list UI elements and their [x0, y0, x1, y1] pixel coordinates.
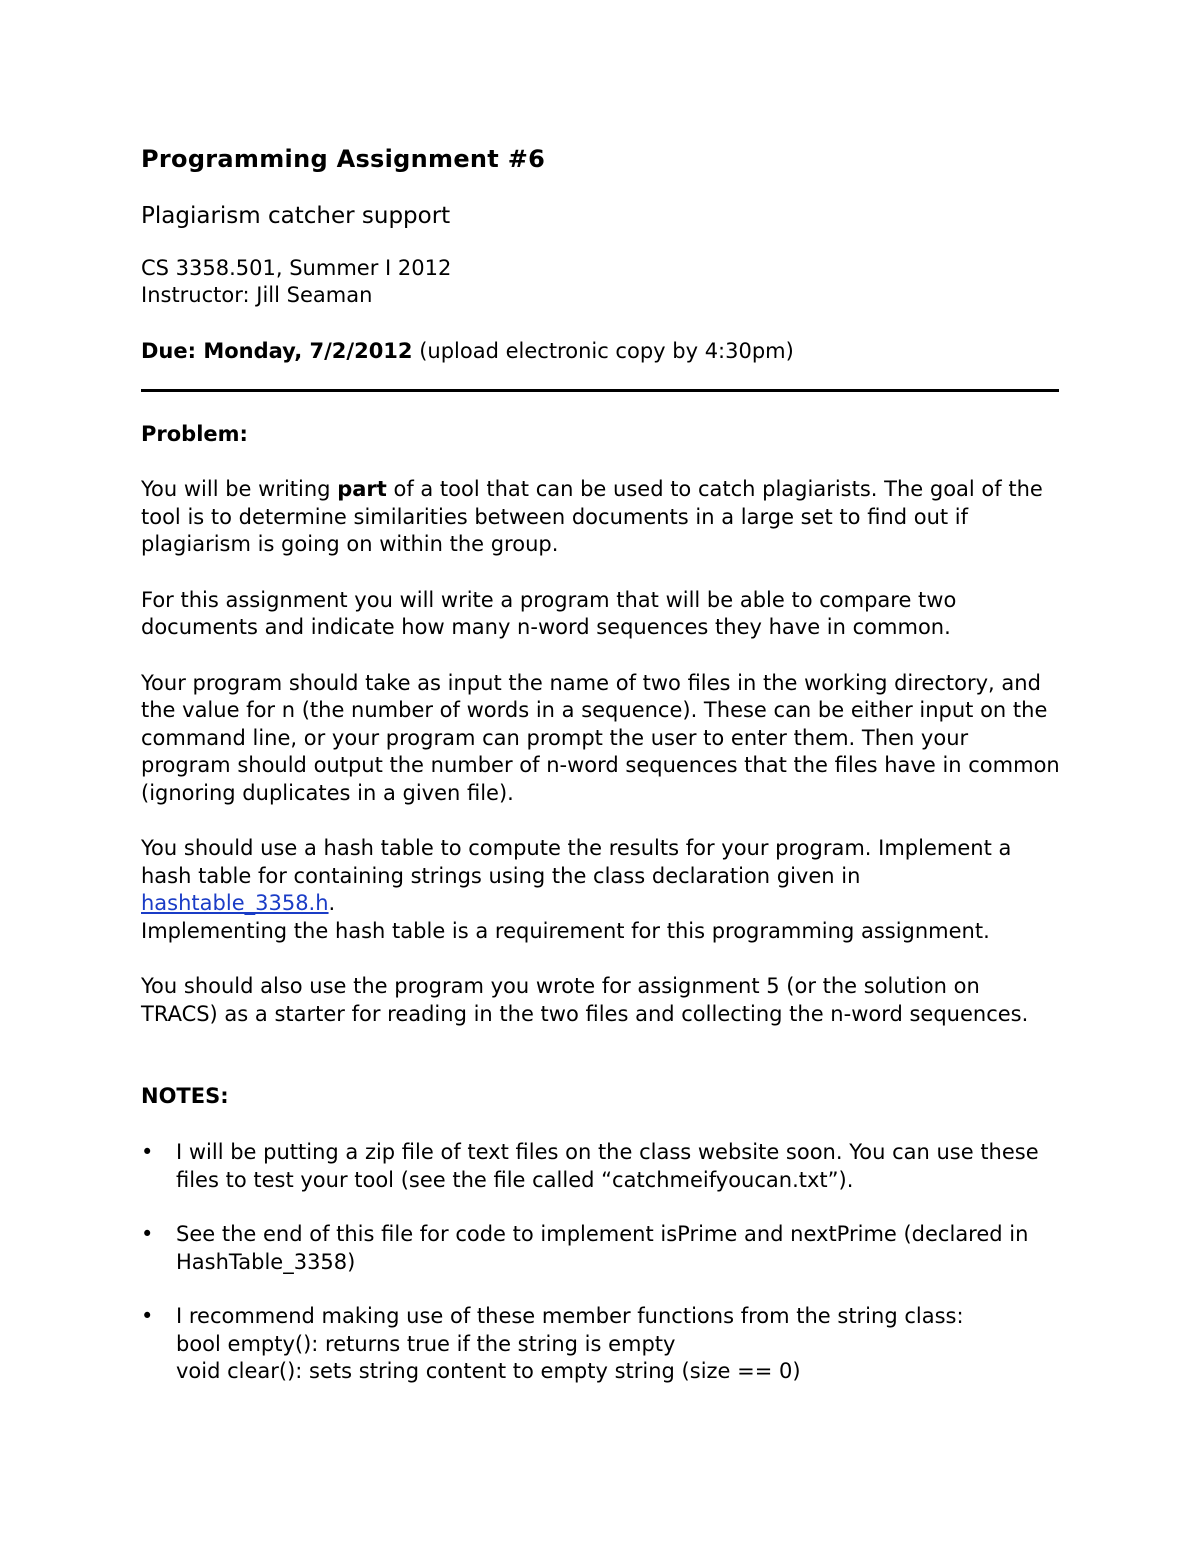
course-info — [141, 255, 1060, 309]
assignment-title: Programming Assignment #6 — [141, 145, 546, 173]
hashtable-header-link[interactable]: hashtable_3358.h — [141, 891, 329, 915]
note-text: I will be putting a zip file of text files on the class website soon. You can use these files to test your tool (see the file called “catchmeifyoucan.txt”). — [176, 1140, 1039, 1192]
due-date-note: (upload electronic copy by 4:30pm) — [412, 339, 794, 363]
bullet-icon: • — [141, 1222, 154, 1246]
bullet-icon: • — [141, 1140, 154, 1164]
list-item — [141, 1303, 1060, 1386]
bullet-icon: • — [141, 1304, 154, 1328]
note-text: See the end of this file for code to implement isPrime and nextPrime (declared in HashTable_3358) — [176, 1222, 1029, 1274]
paragraph-intro-bold: part — [337, 477, 387, 501]
paragraph-assignment: For this assignment you will write a program that will be able to compare two documents and indicate how many n-word sequences they have in common. — [141, 587, 957, 639]
notes-list — [141, 1139, 1060, 1386]
paragraph-input: Your program should take as input the name of two files in the working directory, and the value for n (the number of words in a sequence). These can be either input on the command line, or your program can prompt the user to enter them. Then your program should output the number of n-word sequences that the files have in common (ignoring duplicates in a given file). — [141, 670, 1060, 805]
paragraph-intro-end: of a tool that can be used to catch plagiarists. The goal of the tool is to determine similarities between documents in a large set to find out if plagiarism is going on within the group. — [141, 477, 1043, 556]
paragraph-intro — [141, 476, 1060, 559]
paragraph-hashtable — [141, 835, 1060, 945]
horizontal-rule — [141, 389, 1059, 392]
list-item — [141, 1221, 1060, 1276]
notes-heading: NOTES: — [141, 1084, 229, 1108]
paragraph-intro-start: You will be writing — [141, 477, 338, 501]
due-date-line — [141, 338, 1060, 365]
due-date-label: Due: Monday, 7/2/2012 — [141, 339, 413, 363]
note-text: I recommend making use of these member functions from the string class: bool empty(): returns true if the string is empty void clear(): sets string content to empty string (size == 0) — [176, 1304, 964, 1383]
course-line: CS 3358.501, Summer I 2012 — [141, 256, 452, 280]
paragraph-starter: You should also use the program you wrote for assignment 5 (or the solution on TRACS) as a starter for reading in the two files and collecting the n-word sequences. — [141, 974, 1029, 1026]
problem-heading: Problem: — [141, 422, 248, 446]
list-item — [141, 1139, 1060, 1194]
paragraph-hashtable-end: . Implementing the hash table is a requirement for this programming assignment. — [141, 891, 990, 943]
assignment-subtitle: Plagiarism catcher support — [141, 203, 451, 229]
instructor-line: Instructor: Jill Seaman — [141, 283, 373, 307]
paragraph-hashtable-start: You should use a hash table to compute the results for your program. Implement a hash table for containing strings using the class declaration given in — [141, 836, 1012, 888]
